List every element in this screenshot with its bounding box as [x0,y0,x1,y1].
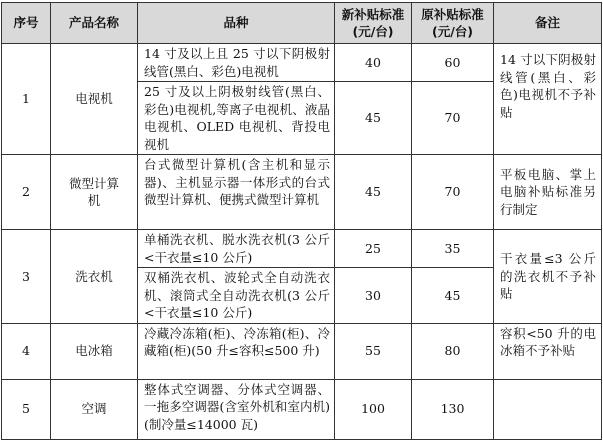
table-row [2,379,602,439]
cell-new: 55 [335,323,412,379]
cell-note: 容积<50 升的电冰箱不予补贴 [494,323,602,379]
cell-variety: 冷藏冷冻箱(柜)、冷冻箱(柜)、冷藏箱(柜)(50 升≤容积≤500 升) [138,323,335,379]
table-row [2,155,602,230]
header-note: 备注 [494,3,602,44]
cell-no: 1 [2,44,51,155]
cell-old: 60 [412,44,494,82]
cell-note: 14 寸以下阴极射线管(黑白、彩色)电视机不予补贴 [494,44,602,155]
cell-variety: 台式微型计算机(含主机和显示器)、主机显示器一体形式的台式微型计算机、便携式微型计算机 [138,155,335,230]
cell-variety: 25 寸及以上阴极射线管(黑白、彩色)电视机,等离子电视机、液晶电视机、OLED 电视机、背投电视机 [138,82,335,155]
cell-new: 25 [335,230,412,268]
cell-variety: 整体式空调器、分体式空调器、一拖多空调器(含室外机和室内机)(制冷量≤14000 瓦) [138,379,335,439]
cell-name: 空调 [51,379,138,439]
cell-new: 30 [335,268,412,324]
cell-name: 洗衣机 [51,230,138,324]
table-row [2,230,602,268]
cell-no: 4 [2,323,51,379]
cell-old: 80 [412,323,494,379]
cell-old: 35 [412,230,494,268]
cell-new: 40 [335,44,412,82]
cell-new: 45 [335,82,412,155]
cell-old: 70 [412,82,494,155]
cell-no: 2 [2,155,51,230]
cell-no: 3 [2,230,51,324]
cell-note [494,379,602,439]
table-row [2,44,602,82]
header-no: 序号 [2,3,51,44]
cell-no: 5 [2,379,51,439]
cell-new: 100 [335,379,412,439]
cell-new: 45 [335,155,412,230]
table-row [2,323,602,379]
cell-note: 平板电脑、掌上电脑补贴标准另行制定 [494,155,602,230]
cell-variety: 14 寸及以上且 25 寸以下阴极射线管(黑白、彩色)电视机 [138,44,335,82]
cell-old: 45 [412,268,494,324]
header-new-std: 新补贴标准(元/台) [335,3,412,44]
cell-old: 70 [412,155,494,230]
cell-name: 电视机 [51,44,138,155]
cell-variety: 双桶洗衣机、波轮式全自动洗衣机、滚筒式全自动洗衣机(3 公斤<干衣量≤10 公斤) [138,268,335,324]
cell-note: 干衣量≤3 公斤的洗衣机不予补贴 [494,230,602,324]
cell-name: 电冰箱 [51,323,138,379]
cell-variety: 单桶洗衣机、脱水洗衣机(3 公斤<干衣量≤10 公斤) [138,230,335,268]
cell-old: 130 [412,379,494,439]
subsidy-table [1,2,602,440]
cell-name: 微型计算机 [51,155,138,230]
header-row [2,3,602,44]
header-name: 产品名称 [51,3,138,44]
header-variety: 品种 [138,3,335,44]
header-old-std: 原补贴标准(元/台) [412,3,494,44]
